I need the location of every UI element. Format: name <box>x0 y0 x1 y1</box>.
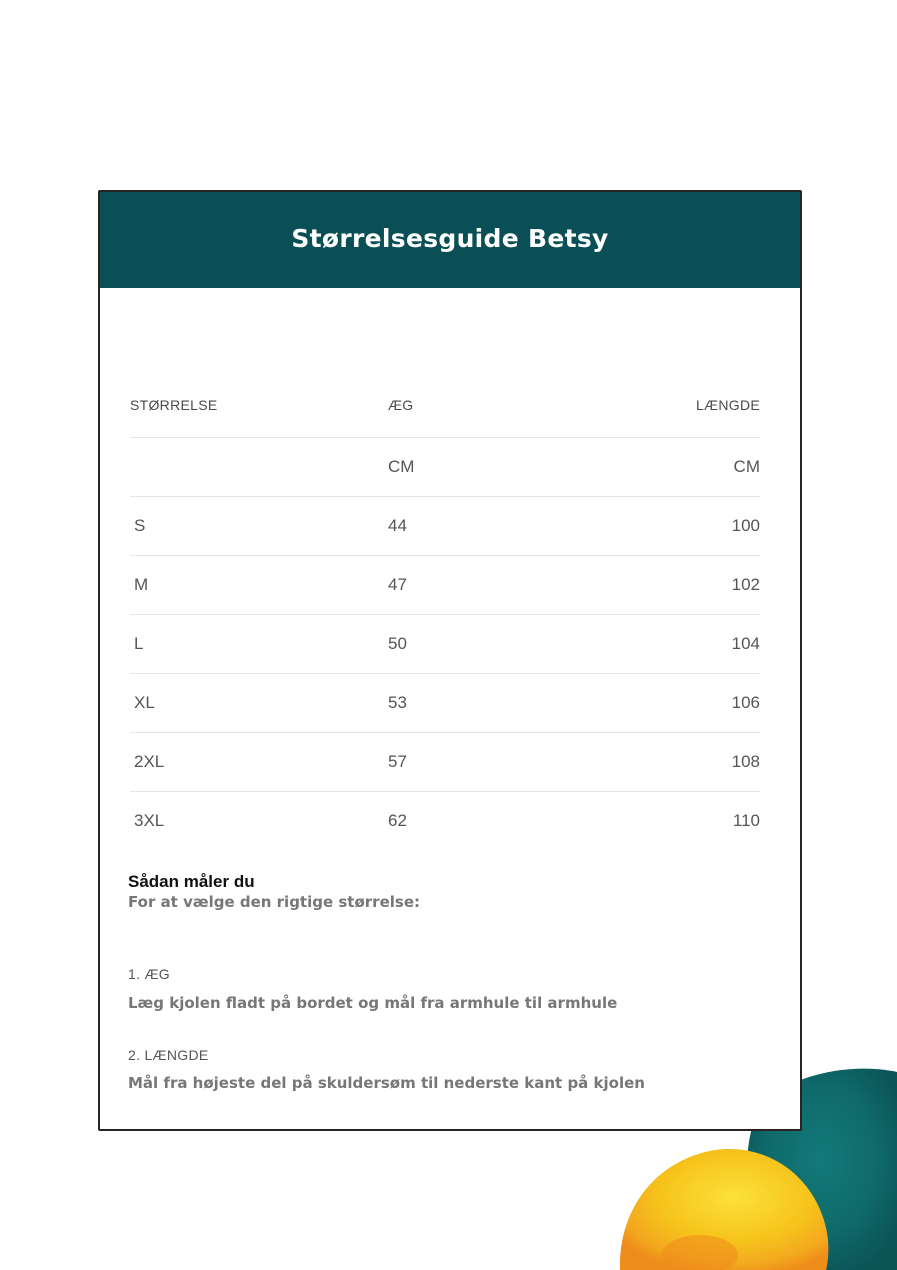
size-guide-card <box>98 190 802 1131</box>
watercolor-blob-yellow-icon <box>620 1149 828 1270</box>
step2-text: Mål fra højeste del på skuldersøm til nederste kant på kjolen <box>128 1074 645 1092</box>
cell-length: 106 <box>731 693 760 712</box>
header-chest: ÆG <box>388 397 414 413</box>
table-row <box>130 674 760 733</box>
step1-label: 1. ÆG <box>128 966 170 982</box>
cell-length: 102 <box>731 575 760 594</box>
cell-chest: 57 <box>388 752 407 771</box>
measure-title: Sådan måler du <box>128 872 255 891</box>
cell-chest: 53 <box>388 693 407 712</box>
table-row <box>130 792 760 850</box>
cell-size: 3XL <box>134 811 165 830</box>
step1-text: Læg kjolen fladt på bordet og mål fra armhule til armhule <box>128 994 618 1012</box>
cell-length: 110 <box>732 811 760 830</box>
header-size: STØRRELSE <box>130 397 218 413</box>
cell-length: 108 <box>731 752 760 771</box>
cell-length: 104 <box>731 634 760 653</box>
header-length: LÆNGDE <box>695 397 760 413</box>
table-row <box>130 615 760 674</box>
table-header-row <box>130 397 760 438</box>
table-unit-row <box>130 438 760 497</box>
cell-length: 100 <box>731 516 760 535</box>
cell-size: 2XL <box>134 752 165 771</box>
table-row <box>130 497 760 556</box>
cell-size: S <box>134 516 146 535</box>
cell-size: XL <box>134 693 155 712</box>
page-title: Størrelsesguide Betsy <box>291 223 609 253</box>
unit-chest: CM <box>388 457 415 476</box>
cell-size: M <box>134 575 149 594</box>
cell-chest: 44 <box>388 516 407 535</box>
table-row <box>130 556 760 615</box>
unit-length: CM <box>733 457 760 476</box>
cell-chest: 62 <box>388 811 407 830</box>
measure-subtitle: For at vælge den rigtige størrelse: <box>128 893 420 911</box>
cell-chest: 50 <box>388 634 407 653</box>
size-table <box>130 397 760 850</box>
step2-label: 2. LÆNGDE <box>128 1047 209 1063</box>
cell-chest: 47 <box>388 575 407 594</box>
table-row <box>130 733 760 792</box>
measure-instructions <box>128 872 768 1092</box>
cell-size: L <box>134 634 144 653</box>
card-header <box>100 192 800 288</box>
